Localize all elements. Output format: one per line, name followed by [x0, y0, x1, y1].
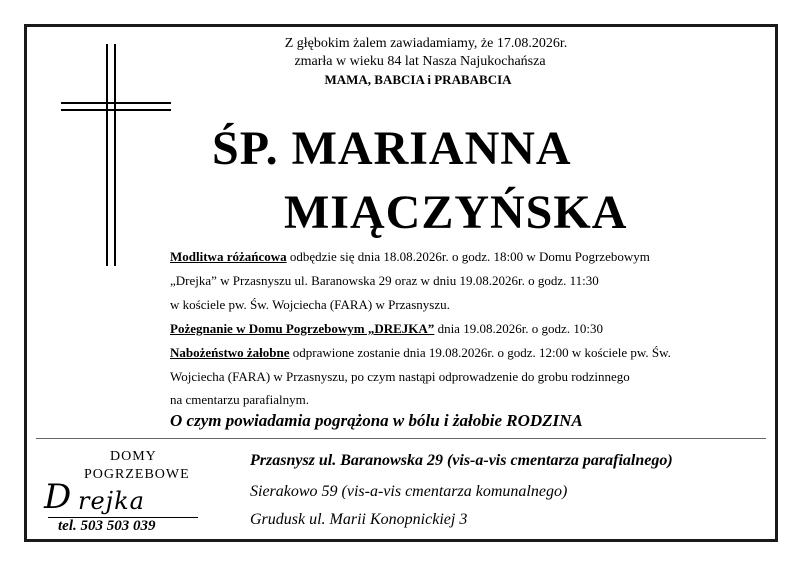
mass-text-3: na cmentarzu parafialnym. — [170, 392, 309, 407]
deceased-name-line-2: MIĄCZYŃSKA — [284, 186, 628, 239]
farewell-text: dnia 19.08.2026r. o godz. 10:30 — [434, 321, 603, 336]
mass-text-2: Wojciecha (FARA) w Przasnyszu, po czym nastąpi odprowadzenie do grobu rodzinnego — [170, 369, 630, 384]
funeral-home-logo — [40, 445, 200, 515]
mass-text-1: odprawione zostanie dnia 19.08.2026r. o godz. 12:00 w kościele pw. Św. — [289, 345, 671, 360]
phone-number: tel. 503 503 039 — [58, 518, 156, 534]
rosary-text-3: w kościele pw. Św. Wojciecha (FARA) w Przasnyszu. — [170, 297, 450, 312]
farewell-label: Pożegnanie w Domu Pogrzebowym „DREJKA” — [170, 321, 435, 336]
address-1: Przasnysz ul. Baranowska 29 (vis-a-vis cmentarza parafialnego) — [250, 452, 673, 469]
logo-script-rest: rejka — [78, 487, 145, 515]
mass-label: Nabożeństwo żałobne — [170, 345, 290, 360]
intro-line-1: Z głębokim żalem zawiadamiamy, że 17.08.2026r. — [284, 36, 568, 51]
farewell-paragraph — [170, 321, 603, 337]
rosary-text-2: „Drejka” w Przasnyszu ul. Baranowska 29 oraz w dniu 19.08.2026r. o godz. 11:30 — [170, 273, 599, 288]
address-2: Sierakowo 59 (vis-a-vis cmentarza komunalnego) — [250, 483, 568, 500]
rosary-paragraph-line-1 — [170, 249, 650, 265]
rosary-text-1: odbędzie się dnia 18.08.2026r. o godz. 18:00 w Domu Pogrzebowym — [286, 249, 650, 264]
mass-paragraph-line-1 — [170, 345, 671, 361]
logo-line-1: DOMY — [110, 449, 157, 464]
footer-divider — [36, 438, 766, 439]
closing-line: O czym powiadamia pogrążona w bólu i żałobie RODZINA — [170, 411, 583, 430]
address-3: Grudusk ul. Marii Konopnickiej 3 — [250, 511, 468, 528]
logo-script-initial: D — [44, 477, 72, 517]
intro-line-3: MAMA, BABCIA i PRABABCIA — [324, 72, 512, 87]
deceased-name-line-1: ŚP. MARIANNA — [212, 122, 572, 175]
rosary-label: Modlitwa różańcowa — [170, 249, 287, 264]
logo-line-2: POGRZEBOWE — [84, 467, 190, 482]
intro-line-2: zmarła w wieku 84 lat Nasza Najukochańsza — [294, 54, 546, 69]
